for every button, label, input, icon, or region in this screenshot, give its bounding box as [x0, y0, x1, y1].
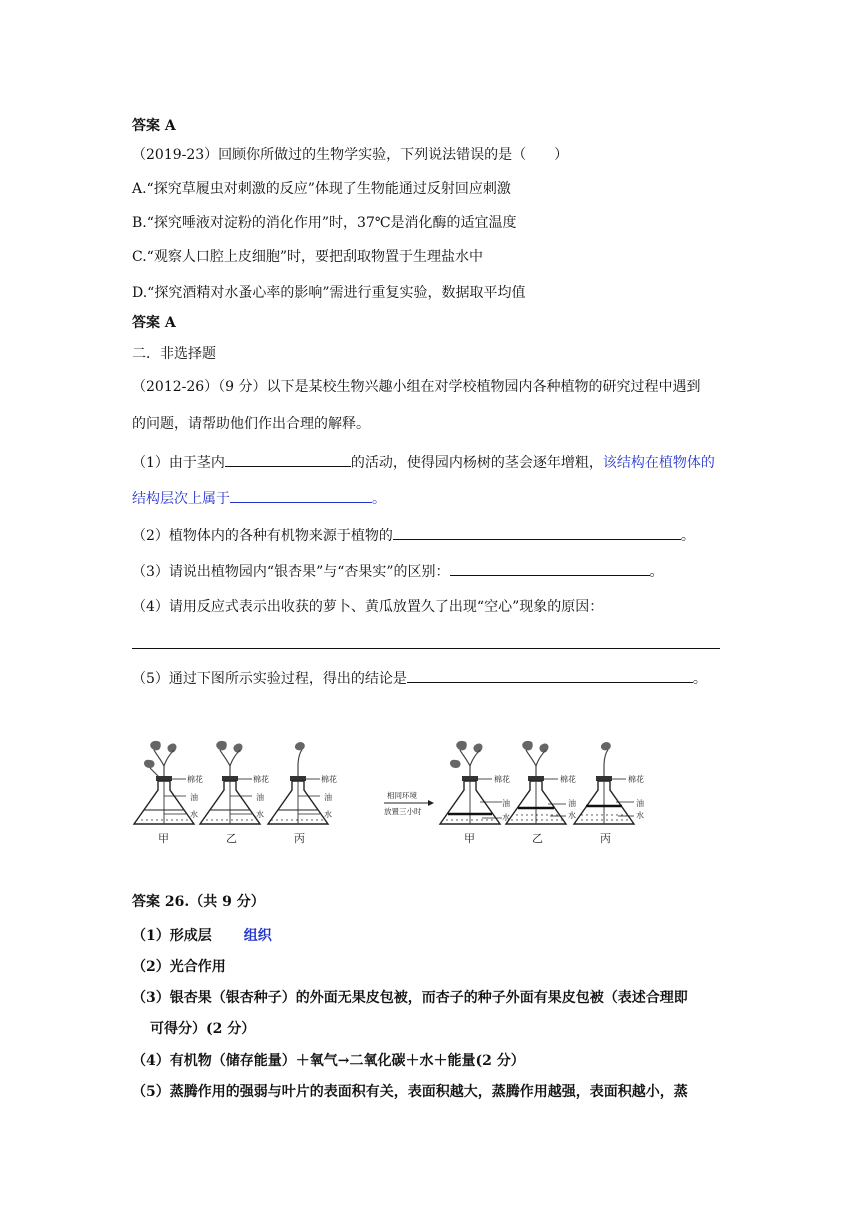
flask-label-bing: 丙 — [600, 832, 611, 845]
subquestion-5 — [132, 668, 707, 688]
label-cotton: 棉花 — [187, 775, 203, 784]
flask-jia-before — [134, 741, 194, 824]
answer-blank[interactable] — [393, 525, 681, 540]
subquestion-1-cont — [132, 488, 386, 508]
answer-1-highlight: 组织 — [243, 928, 272, 944]
option-c: C.“观察人口腔上皮细胞”时，要把刮取物置于生理盐水中 — [132, 249, 483, 265]
subquestion-3-end: 。 — [649, 564, 664, 580]
subquestion-5-text: （5）通过下图所示实验过程，得出的结论是 — [132, 671, 407, 687]
answer-title: 答案 26.（共 9 分） — [132, 894, 265, 910]
flask-bing-after — [574, 742, 634, 824]
option-a: A.“探究草履虫对刺激的反应”体现了生物能通过反射回应刺激 — [132, 181, 511, 197]
subquestion-2 — [132, 525, 695, 545]
answer-5: （5）蒸腾作用的强弱与叶片的表面积有关，表面积越大，蒸腾作用越强，表面积越小，蒸 — [132, 1084, 688, 1100]
subquestion-1-text: 的活动，使得园内杨树的茎会逐年增粗， — [350, 455, 603, 471]
option-d: D.“探究酒精对水蚤心率的影响”需进行重复实验，数据取平均值 — [132, 285, 526, 301]
label-oil: 油 — [256, 793, 264, 802]
subquestion-1-highlight: 。 — [372, 491, 386, 507]
label-water: 水 — [190, 810, 198, 819]
question-stem-line2: 的问题，请帮助他们作出合理的解释。 — [132, 416, 370, 432]
flask-label-yi: 乙 — [532, 832, 543, 845]
subquestion-5-end: 。 — [692, 671, 707, 687]
answer-1-text: （1）形成层 — [132, 928, 212, 944]
flask-yi-before — [200, 741, 260, 824]
answer-2: （2）光合作用 — [132, 959, 226, 975]
question-stem-line1: （2012-26）（9 分）以下是某校生物兴趣小组在对学校植物园内各种植物的研究过程中遇到 — [132, 379, 701, 395]
label-water: 水 — [256, 810, 264, 819]
answer-blank[interactable] — [450, 561, 650, 576]
label-water: 水 — [636, 811, 644, 820]
answer-3-line2: 可得分）(2 分） — [150, 1021, 256, 1037]
label-cotton: 棉花 — [494, 775, 510, 784]
flask-label-bing: 丙 — [294, 832, 305, 845]
arrow-top-label: 相同环境 — [387, 791, 417, 800]
answer-1 — [132, 927, 272, 945]
subquestion-2-text: （2）植物体内的各种有机物来源于植物的 — [132, 528, 393, 544]
section-title: 二．非选择题 — [132, 346, 216, 362]
label-cotton: 棉花 — [560, 775, 576, 784]
label-oil: 油 — [502, 799, 510, 808]
label-cotton: 棉花 — [628, 775, 644, 784]
flask-label-yi: 乙 — [226, 832, 237, 845]
label-oil: 油 — [636, 799, 644, 808]
flask-label-jia: 甲 — [158, 832, 169, 845]
answer-3-line1: （3）银杏果（银杏种子）的外面无果皮包被，而杏子的种子外面有果皮包被（表述合理即 — [132, 990, 688, 1006]
subquestion-3 — [132, 561, 664, 581]
answer-blank[interactable] — [407, 668, 693, 683]
process-arrow — [384, 790, 434, 816]
label-oil: 油 — [324, 793, 332, 802]
subquestion-1 — [132, 452, 715, 472]
subquestion-1-highlight: 结构层次上属于 — [132, 491, 230, 507]
label-water: 水 — [502, 813, 510, 822]
answer-label: 答案 A — [132, 118, 176, 134]
arrow-bottom-label: 放置三小时 — [384, 807, 422, 816]
answer-blank[interactable] — [225, 452, 351, 467]
label-water: 水 — [324, 810, 332, 819]
subquestion-1-highlight: 该结构在植物体的 — [602, 455, 715, 471]
label-cotton: 棉花 — [253, 775, 269, 784]
label-water: 水 — [568, 811, 576, 820]
answer-label: 答案 A — [132, 315, 176, 331]
subquestion-1-text: （1）由于茎内 — [132, 455, 225, 471]
label-cotton: 棉花 — [321, 775, 337, 784]
subquestion-3-text: （3）请说出植物园内“银杏果”与“杏果实”的区别： — [132, 564, 450, 580]
experiment-figure — [130, 738, 690, 848]
label-oil: 油 — [190, 793, 198, 802]
subquestion-2-end: 。 — [680, 528, 695, 544]
subquestion-4: （4）请用反应式表示出收获的萝卜、黄瓜放置久了出现“空心”现象的原因： — [132, 599, 604, 615]
question-stem: （2019-23）回顾你所做过的生物学实验，下列说法错误的是（ ） — [132, 147, 569, 163]
label-oil: 油 — [568, 799, 576, 808]
flask-yi-after — [506, 741, 566, 824]
answer-4: （4）有机物（储存能量）＋氧气→二氧化碳＋水＋能量(2 分） — [132, 1053, 525, 1069]
answer-line[interactable] — [132, 648, 720, 649]
flask-label-jia: 甲 — [464, 832, 475, 845]
flask-jia-after — [440, 741, 500, 824]
answer-blank[interactable] — [230, 488, 372, 503]
option-b: B.“探究唾液对淀粉的消化作用”时，37℃是消化酶的适宜温度 — [132, 215, 517, 231]
flask-bing-before — [268, 742, 328, 824]
